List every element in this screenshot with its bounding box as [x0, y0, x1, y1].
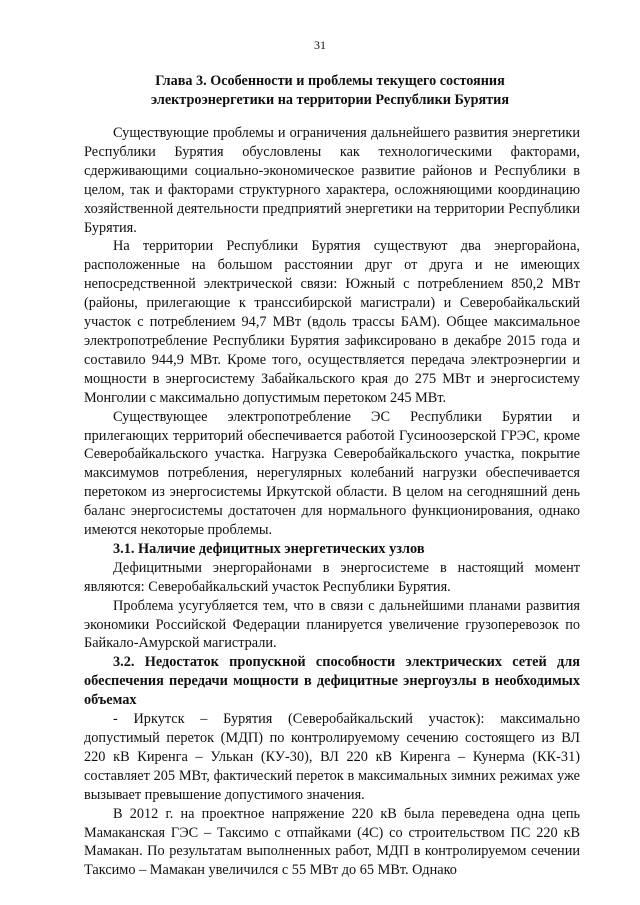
- page-number: 31: [314, 38, 326, 52]
- paragraph: Существующее электропотребление ЭС Республики Бурятии и прилегающих территорий обеспечивается работой Гусиноозерской ГРЭС, кроме Северобайкальского участка. Нагрузка Северобайкальского участка, покрытие максимумов потребления, нерегулярных колебаний нагрузки обеспечивается перетоком из энергосистемы Иркутской области. В целом на сегодняшний день баланс энергосистемы достаточен для нормального функционирования, однако имеются некоторые проблемы.: [84, 408, 580, 539]
- paragraph: Существующие проблемы и ограничения дальнейшего развития энергетики Республики Бурятия обусловлены как технологическими факторами, сдерживающими социально-экономическое развитие районов и Республики в целом, так и факторами структурного характера, осложняющими координацию хозяйственной деятельности предприятий энергетики на территории Республики Бурятия.: [84, 125, 580, 236]
- document-body: [84, 124, 580, 880]
- chapter-title: Глава 3. Особенности и проблемы текущего состояния электроэнергетики на территории Республики Бурятия: [151, 73, 509, 108]
- paragraph: На территории Республики Бурятия существуют два энергорайона, расположенные на большом расстоянии друг от друга и не имеющих непосредственной электрической связи: Южный с потреблением 850,2 МВт (районы, прилегающие к транссибирской магистрали) и Северобайкальский участок с потреблением 94,7 МВт (вдоль трассы БАМ). Общее максимальное электропотребление Республики Бурятия зафиксировано в декабре 2015 года и составило 944,9 МВт. Кроме того, осуществляется передача электроэнергии и мощности в энергосистему Забайкальского края до 275 МВт и энергосистему Монголии с максимально допустимым перетоком 245 МВт.: [84, 238, 580, 406]
- paragraph: - Иркутск – Бурятия (Северобайкальский участок): максимально допустимый переток (МДП) по контролируемому сечению состоящего из ВЛ 220 кВ Киренга – Улькан (КУ-30), ВЛ 220 кВ Киренга – Кунерма (КК-31) составляет 205 МВт, фактический переток в максимальных зимних режимах уже вызывает превышение допустимого значения.: [84, 711, 580, 803]
- section-heading: 3.2. Недостаток пропускной способности электрических сетей для обеспечения передачи мощности в дефицитные энергоузлы в необходимых объемах: [84, 654, 580, 709]
- paragraph: Проблема усугубляется тем, что в связи с дальнейшими планами развития экономики Российской Федерации планируется увеличение грузоперевозок по Байкало-Амурской магистрали.: [84, 597, 580, 652]
- paragraph: Дефицитными энергорайонами в энергосистеме в настоящий момент являются: Северобайкальский участок Республики Бурятия.: [84, 559, 580, 595]
- paragraph: В 2012 г. на проектное напряжение 220 кВ была переведена одна цепь Мамаканская ГЭС – Таксимо с отпайками (4С) со строительством ПС 220 кВ Мамакан. По результатам выполненных работ, МДП в контролируемом сечении Таксимо – Мамакан увеличился с 55 МВт до 65 МВт. Однако: [84, 805, 580, 879]
- section-heading: 3.1. Наличие дефицитных энергетических узлов: [113, 540, 425, 557]
